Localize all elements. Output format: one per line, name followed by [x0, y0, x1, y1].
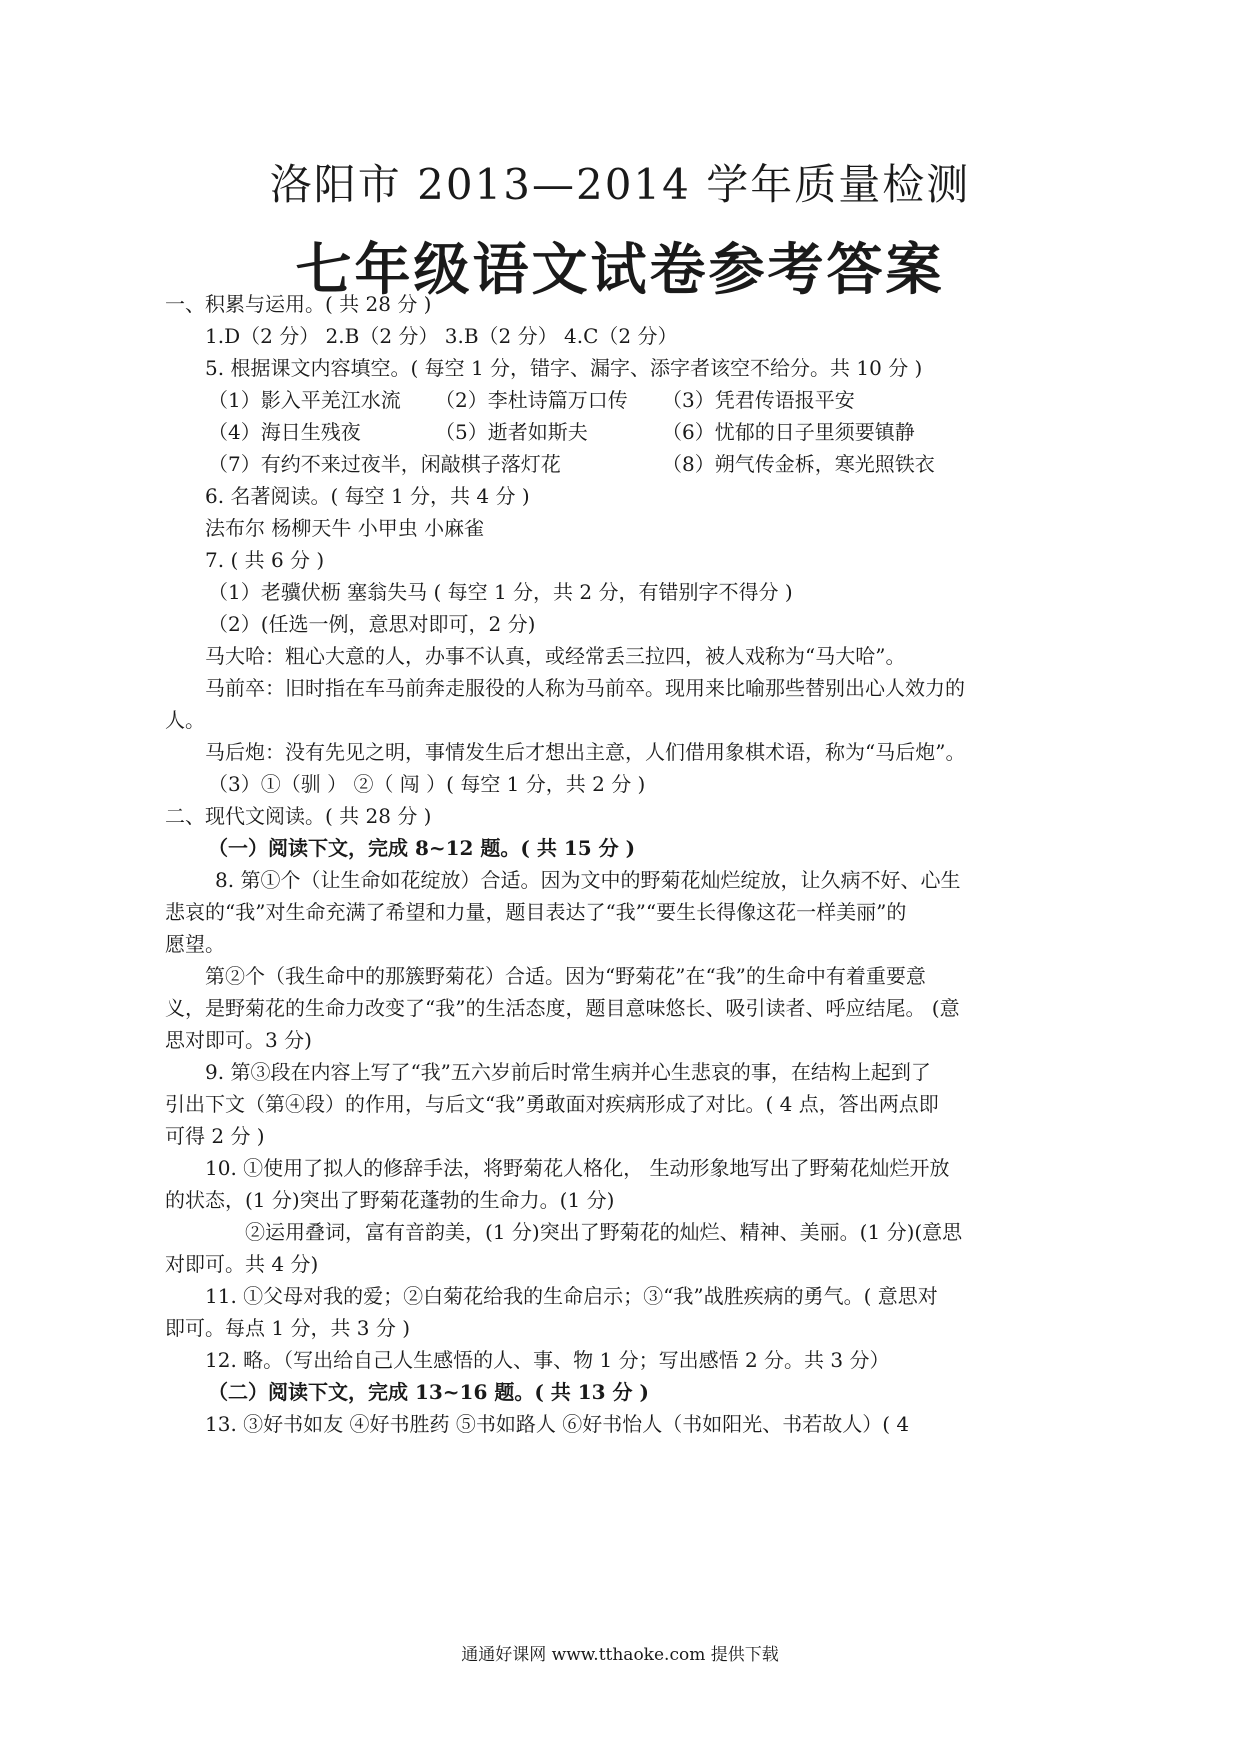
- q5-answer-5: （5）逝者如斯夫: [435, 420, 588, 444]
- section-1-heading: 一、积累与运用。( 共 28 分 ): [165, 292, 432, 316]
- q8-line-4: 第②个（我生命中的那簇野菊花）合适。因为“野菊花”在“我”的生命中有着重要意: [205, 964, 926, 988]
- page-footer: 通通好课网 www.tthaoke.com 提供下载: [461, 1645, 779, 1665]
- q9-line-1: 9. 第③段在内容上写了“我”五六岁前后时常生病并心生悲哀的事，在结构上起到了: [205, 1060, 931, 1084]
- section-2-heading: 二、现代文阅读。( 共 28 分 ): [165, 804, 432, 828]
- q11-line-1: 11. ①父母对我的爱；②白菊花给我的生命启示；③“我”战胜疾病的勇气。( 意思对: [205, 1284, 938, 1308]
- q5-answer-6: （6）忧郁的日子里须要镇静: [662, 420, 915, 444]
- q8-line-5: 义，是野菊花的生命力改变了“我”的生活态度，题目意味悠长、吸引读者、呼应结尾。 (意: [165, 996, 960, 1020]
- title-line-1: 洛阳市 2013—2014 学年质量检测: [269, 160, 971, 209]
- q8-line-1: 8. 第①个（让生命如花绽放）合适。因为文中的野菊花灿烂绽放，让久病不好、心生: [215, 868, 961, 892]
- q8-line-3: 愿望。: [165, 932, 225, 956]
- q9-line-3: 可得 2 分 ): [165, 1124, 265, 1148]
- q5-answer-7: （7）有约不来过夜半，闲敲棋子落灯花: [208, 452, 561, 476]
- q7-maqianzu-cont: 人。: [165, 708, 205, 732]
- subsection-2-heading: （二）阅读下文，完成 13~16 题。( 共 13 分 ): [208, 1380, 649, 1404]
- q10-line-1: 10. ①使用了拟人的修辞手法，将野菊花人格化， 生动形象地写出了野菊花灿烂开放: [205, 1156, 950, 1180]
- answers-1-4: 1.D（2 分） 2.B（2 分） 3.B（2 分） 4.C（2 分）: [205, 324, 678, 348]
- q5-answer-1: （1）影入平羌江水流: [208, 388, 401, 412]
- q7-madaha: 马大哈：粗心大意的人，办事不认真，或经常丢三拉四，被人戏称为“马大哈”。: [205, 644, 906, 668]
- q6-answer: 法布尔 杨柳天牛 小甲虫 小麻雀: [205, 516, 485, 540]
- q10-line-4: 对即可。共 4 分): [165, 1252, 319, 1276]
- q11-line-2: 即可。每点 1 分，共 3 分 ): [165, 1316, 411, 1340]
- q8-line-6: 思对即可。3 分): [165, 1028, 312, 1052]
- q5-answer-4: （4）海日生残夜: [208, 420, 361, 444]
- q7-part-1: （1）老骥伏枥 塞翁失马 ( 每空 1 分，共 2 分，有错别字不得分 ): [208, 580, 793, 604]
- q10-line-2: 的状态，(1 分)突出了野菊花蓬勃的生命力。(1 分): [165, 1188, 615, 1212]
- q6-heading: 6. 名著阅读。( 每空 1 分，共 4 分 ): [205, 484, 530, 508]
- q7-heading: 7. ( 共 6 分 ): [205, 548, 325, 572]
- q7-mahoupao: 马后炮：没有先见之明，事情发生后才想出主意，人们借用象棋术语，称为“马后炮”。: [205, 740, 966, 764]
- q5-heading: 5. 根据课文内容填空。( 每空 1 分，错字、漏字、添字者该空不给分。共 10 分 ): [205, 356, 923, 380]
- q12-line: 12. 略。（写出给自己人生感悟的人、事、物 1 分；写出感悟 2 分。共 3 分）: [205, 1348, 890, 1372]
- q7-maqianzu: 马前卒：旧时指在车马前奔走服役的人称为马前卒。现用来比喻那些替别出心人效力的: [205, 676, 965, 700]
- q13-line: 13. ③好书如友 ④好书胜药 ⑤书如路人 ⑥好书怡人（书如阳光、书若故人）( 4: [205, 1412, 910, 1436]
- q7-part-2: （2）(任选一例，意思对即可，2 分): [208, 612, 536, 636]
- title-line-2: 七年级语文试卷参考答案: [295, 238, 945, 303]
- q10-line-3: ②运用叠词，富有音韵美，(1 分)突出了野菊花的灿烂、精神、美丽。(1 分)(意思: [245, 1220, 963, 1244]
- q5-answer-2: （2）李杜诗篇万口传: [435, 388, 628, 412]
- q7-part-3: （3）①（驯 ） ②（ 闯 ）( 每空 1 分，共 2 分 ): [208, 772, 646, 796]
- q5-answer-8: （8）朔气传金柝，寒光照铁衣: [662, 452, 935, 476]
- subsection-1-heading: （一）阅读下文，完成 8~12 题。( 共 15 分 ): [208, 836, 636, 860]
- q5-answer-3: （3）凭君传语报平安: [662, 388, 855, 412]
- q9-line-2: 引出下文（第④段）的作用，与后文“我”勇敢面对疾病形成了对比。( 4 点，答出两点即: [165, 1092, 939, 1116]
- q8-line-2: 悲哀的“我”对生命充满了希望和力量，题目表达了“我”“要生长得像这花一样美丽”的: [165, 900, 907, 924]
